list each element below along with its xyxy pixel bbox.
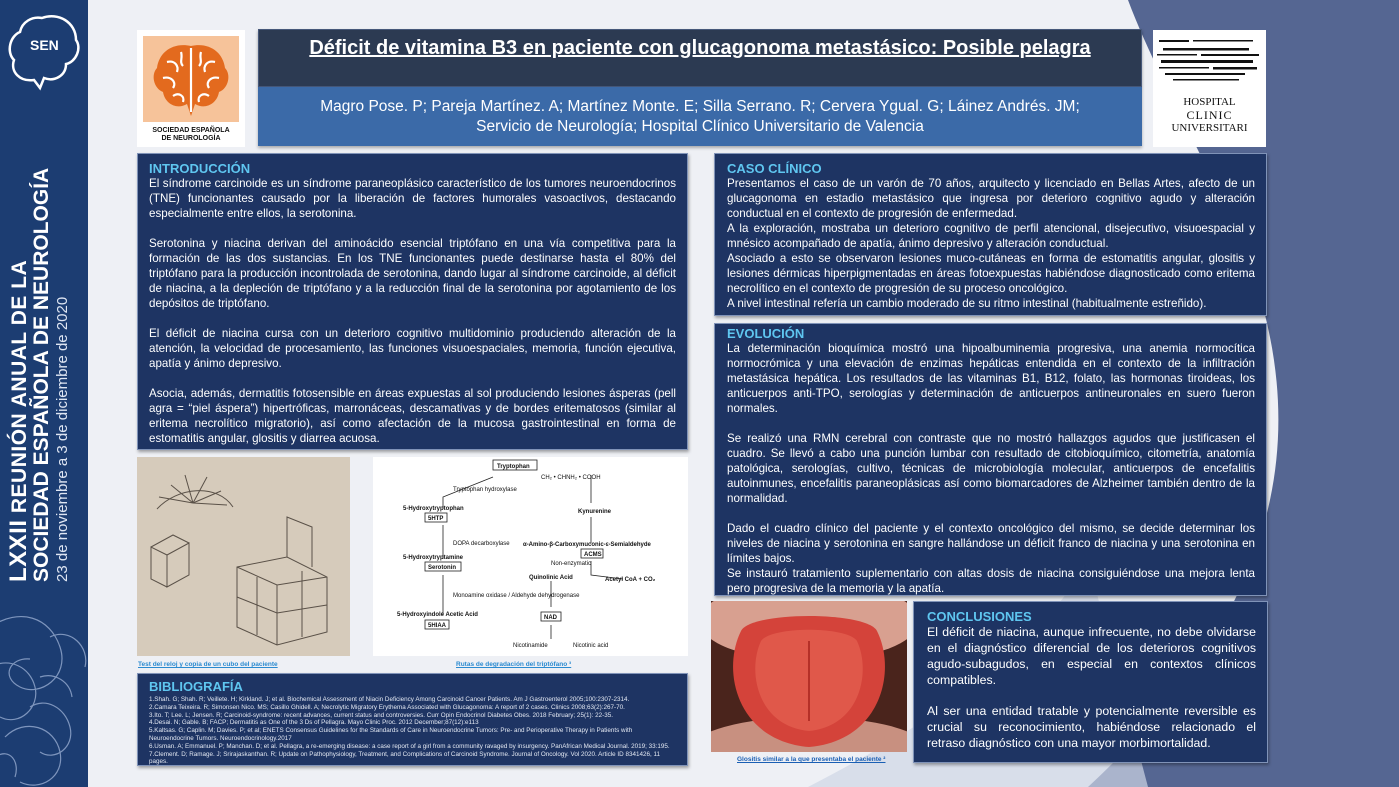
side-chain-label: CH₂ • CHNH₂ • COOH (541, 475, 601, 481)
reference-item: 3.Ito. T; Lee. L; Jensen. R; Carcinoid-syndrome: recent advances, current status and controversies. Curr Opin Endocrinol Diabetes Obes. 2018 February; 25(1): 22-35. (149, 711, 613, 719)
hospital-clinic-name (1153, 96, 1266, 135)
bibliografia-heading: BIBLIOGRAFÍA (149, 679, 243, 694)
evolucion-paragraph: Se realizó una RMN cerebral con contraste que no mostró hallazgos agudos que justificasen el cuadro. Se llevó a cabo una punción lumbar con resultado de citobioquímico, citometría, anatomía patológica, serologías, cultivo, técnicas de microbiología molecular, anticuerpos de encefalitis autoinmunes, encefalitis paraneoplásicas así como biomarcadores de Alzheimer también dentro de la normalidad. (727, 432, 1255, 505)
caso-paragraph: Presentamos el caso de un varón de 70 años, arquitecto y licenciado en Bellas Artes, afecto de un glucagonoma en estadio metastásico que ingresa por deterioro cognitivo agudo y alteración conductual en el contexto de progresión de enfermedad. (727, 177, 1255, 220)
hiaa-name-label: 5-Hydroxyindole Acetic Acid (397, 612, 478, 618)
introduccion-paragraph: Serotonina y niacina derivan del aminoácido esencial triptófano en una vía competitiva para la formación de las dos sustancias. En los TNE funcionantes puede destinarse hasta el 80% del triptófano para la producción incontrolada de serotonina, dando lugar al síndrome carcinoide, al déficit de niacina, a la depleción de triptófano y a la reducción final de la serotonina por agotamiento de los depósitos de triptófano. (149, 237, 676, 310)
caso-paragraph: A nivel intestinal refería un cambio moderado de su ritmo intestinal (habitualmente estreñido). (727, 297, 1207, 310)
event-dates: 23 de noviembre a 3 de diciembre de 2020 (54, 296, 71, 582)
introduccion-heading: INTRODUCCIÓN (149, 161, 251, 176)
hospital-clinic-logo (1153, 30, 1266, 147)
caso-paragraph: A la exploración, mostraba un deterioro cognitivo de perfil atencional, disejecutivo, visuoespacial y mnésico acompañado de apatía, ánimo depresivo y alteración conductual. (727, 222, 1255, 250)
reference-item: 2.Camara Teixeira. R; Simonsen Nico. MS; Casillo Ghidell. A; Necrolytic Migratory Erythema Associated with Glucagonoma: A report of 2 cases. Clinics 2008;63(2):267-70. (149, 703, 625, 711)
edition-number: LXXII (5, 519, 32, 582)
introduccion-paragraph: El síndrome carcinoide es un síndrome paraneoplásico característico de los tumores neuroendocrinos (TNE) funcionantes causado por la liberación de factores humorales vasoactivos, destacando especialmente entre ellos, la serotonina. (149, 177, 676, 220)
side-banner (0, 0, 88, 787)
clinic-line1: HOSPITAL (1183, 96, 1236, 108)
serotonin-label: Serotonin (428, 565, 456, 571)
sketch-caption: Test del reloj y copia de un cubo del paciente (138, 661, 278, 668)
brain-decoration-icon (0, 587, 88, 787)
acetyl-label: Acetyl CoA + CO₂ (605, 577, 656, 583)
ht-name-label: 5-Hydroxytryptamine (403, 555, 464, 561)
caso-clinico-panel (714, 153, 1267, 316)
authors-banner (258, 87, 1142, 146)
evolucion-heading: EVOLUCIÓN (727, 326, 805, 341)
caso-clinico-heading: CASO CLÍNICO (727, 161, 822, 176)
conclusiones-paragraph: El déficit de niacina, aunque infrecuente, no debe olvidarse en el diagnóstico diferencial de los deterioros cognitivos agudo-subagudos, en especial en contextos clínicos compatibles. (927, 625, 1256, 687)
htp-label: 5HTP (428, 516, 444, 522)
tph-label: Tryptophan hydroxylase (453, 487, 517, 493)
tongue-caption: Glositis similar a la que presentaba el paciente ² (737, 756, 886, 763)
affiliation-line: Servicio de Neurología; Hospital Clínico Universitario de Valencia (476, 118, 924, 135)
reference-item: 7.Clement. D; Ramage. J; Srirajaskanthan. R; Update on Pathophysiology, Treatment, and Complications of Carcinoid Syndrome. Journal of Oncology. Vol 2020. Article ID 8341426, 11 pages. (149, 750, 661, 766)
hiaa-label: 5HIAA (428, 623, 447, 629)
acms-name-label: α-Amino-β-Carboxymuconic-ε-Semialdehyde (523, 542, 651, 548)
tryptophan-label: Tryptophan (497, 464, 530, 470)
reference-item: 6.Usman. A; Emmanuel. P; Manchan. D; et al. Pellagra, a re-emerging disease: a case report of a girl from a community ravaged by insurgency. PanAfrican Medical Journal. 2019; 33:195. (149, 742, 670, 750)
kynurenine-label: Kynurenine (578, 509, 612, 515)
event-line1: REUNIÓN ANUAL DE LA (8, 259, 31, 514)
reference-item: 5.Kaltsas. G; Caplin. M; Davies. P; et al; ENETS Consensus Guidelines for the Standards of Care in Neuroendocrine Tumors: Pre- and Perioperative Therapy in Patients with Neuroendocrine Tumors. Neuroendocrinology.2017 (149, 727, 633, 742)
introduccion-paragraph: El déficit de niacina cursa con un deterioro cognitivo multidominio produciendo alteración de la atención, la velocidad de procesamiento, las funciones visuoespaciales, memoria, función ejecutiva, apatía y ánimo depresivo. (149, 327, 676, 370)
clinic-line3: UNIVERSITARI (1171, 122, 1248, 134)
nad-label: NAD (544, 615, 557, 621)
introduccion-panel (137, 153, 688, 450)
sen-logo (137, 30, 245, 147)
event-vertical-title (5, 162, 84, 582)
reference-item: 1.Shah. G; Shah. R; Veillete. H; Kirkland. J; et al. Biochemical Assessment of Niacin Deficiency Among Carcinoid Cancer Patients. Am J Gastroenterol 2005;100:2307-2314. (149, 696, 630, 703)
bibliografia-panel (137, 673, 688, 766)
conclusiones-paragraph: Al ser una entidad tratable y potencialmente reversible es crucial su reconocimiento, habiéndose relacionado el retraso diagnóstico con una mayor morbimortalidad. (927, 704, 1256, 750)
conclusiones-panel (913, 601, 1268, 763)
introduccion-paragraph: Asocia, además, dermatitis fotosensible en áreas expuestas al sol produciendo lesiones ásperas (pell agra = “piel áspera”) hipertróficas, marronáceas, descamativas y de bordes eritematosos (similar al eritema necrolítico migratorio), así como afectación de la mucosa gastrointestinal en forma de estomatitis angular, glositis y diarrea acuosa. (149, 387, 676, 445)
caso-paragraph: Asociado a esto se observaron lesiones muco-cutáneas en forma de estomatitis angular, glositis y lesiones dérmicas hiperpigmentadas en áreas fotoexpuestas habiéndose diagnosticado como eritema necrolítico en el contexto de progresión de su proceso oncológico. (727, 252, 1255, 295)
htp-name-label: 5-Hydroxytryptophan (403, 506, 464, 512)
sen-brain-emblem-icon (137, 30, 245, 125)
conclusiones-heading: CONCLUSIONES (927, 609, 1032, 624)
poster-title: Déficit de vitamina B3 en paciente con glucagonoma metastásico: Posible pelagra (309, 37, 1091, 59)
quinolinic-label: Quinolinic Acid (529, 575, 573, 581)
reference-list (149, 696, 676, 766)
glossitis-tongue-image (711, 601, 907, 752)
reference-item: 4.Desai. N; Gable. B; FACP; Dermatitis as One of the 3 Ds of Pellagra. Mayo Clinic Proc. 2012 December;87(12):e113 (149, 719, 479, 727)
non-enzymatic-label: Non-enzymatic (551, 561, 592, 567)
evolucion-panel (714, 323, 1267, 596)
clock-cube-sketch-image (137, 457, 350, 656)
pathway-caption: Rutas de degradación del triptófano ³ (456, 661, 572, 668)
sen-brain-logo-icon (6, 10, 80, 100)
hospital-clinic-emblem-icon (1153, 30, 1266, 92)
mao-label: Monoamine oxidase / Aldehyde dehydrogenase (453, 593, 580, 599)
acmsd-label: ACMS (584, 552, 602, 558)
evolucion-paragraph: Dado el cuadro clínico del paciente y el contexto oncológico del mismo, se decide determinar los niveles de niacina y serotonina en sangre hallándose un déficit franco de niacina y una serotonina en límites bajos. (727, 522, 1255, 565)
nicotinamide-label: Nicotinamide (513, 643, 548, 649)
nicotinic-label: Nicotinic acid (573, 643, 609, 649)
clinic-line2: CLINIC (1186, 108, 1233, 122)
sen-logo-text: SEN (30, 37, 59, 53)
sen-logo-caption: SOCIEDAD ESPAÑOLA DE NEUROLOGÍA (152, 127, 230, 142)
evolucion-paragraph: La determinación bioquímica mostró una hipoalbuminemia progresiva, una anemia normocítica normocrómica y una elevación de enzimas hepáticas entendida en el contexto de la infiltración metastásica hepática. Los resultados de las vitaminas B1, B12, folato, las hormonas tiroideas, los anticuerpos anti-TPO, serologías y determinación de anticuerpos antineuronales en suero fueron normales. (727, 342, 1255, 415)
authors-line: Magro Pose. P; Pareja Martínez. A; Martínez Monte. E; Silla Serrano. R; Cervera Ygual. G; Láinez Andrés. JM; (320, 98, 1080, 115)
ddc-label: DOPA decarboxylase (453, 541, 510, 547)
evolucion-paragraph: Se instauró tratamiento suplementario con altas dosis de niacina consiguiéndose una mejora lenta pero progresiva de la memoria y la apatía. (727, 567, 1255, 595)
tryptophan-pathway-figure (373, 457, 688, 656)
event-line2: SOCIEDAD ESPAÑOLA DE NEUROLOGÍA (30, 167, 53, 582)
title-banner (258, 29, 1142, 87)
